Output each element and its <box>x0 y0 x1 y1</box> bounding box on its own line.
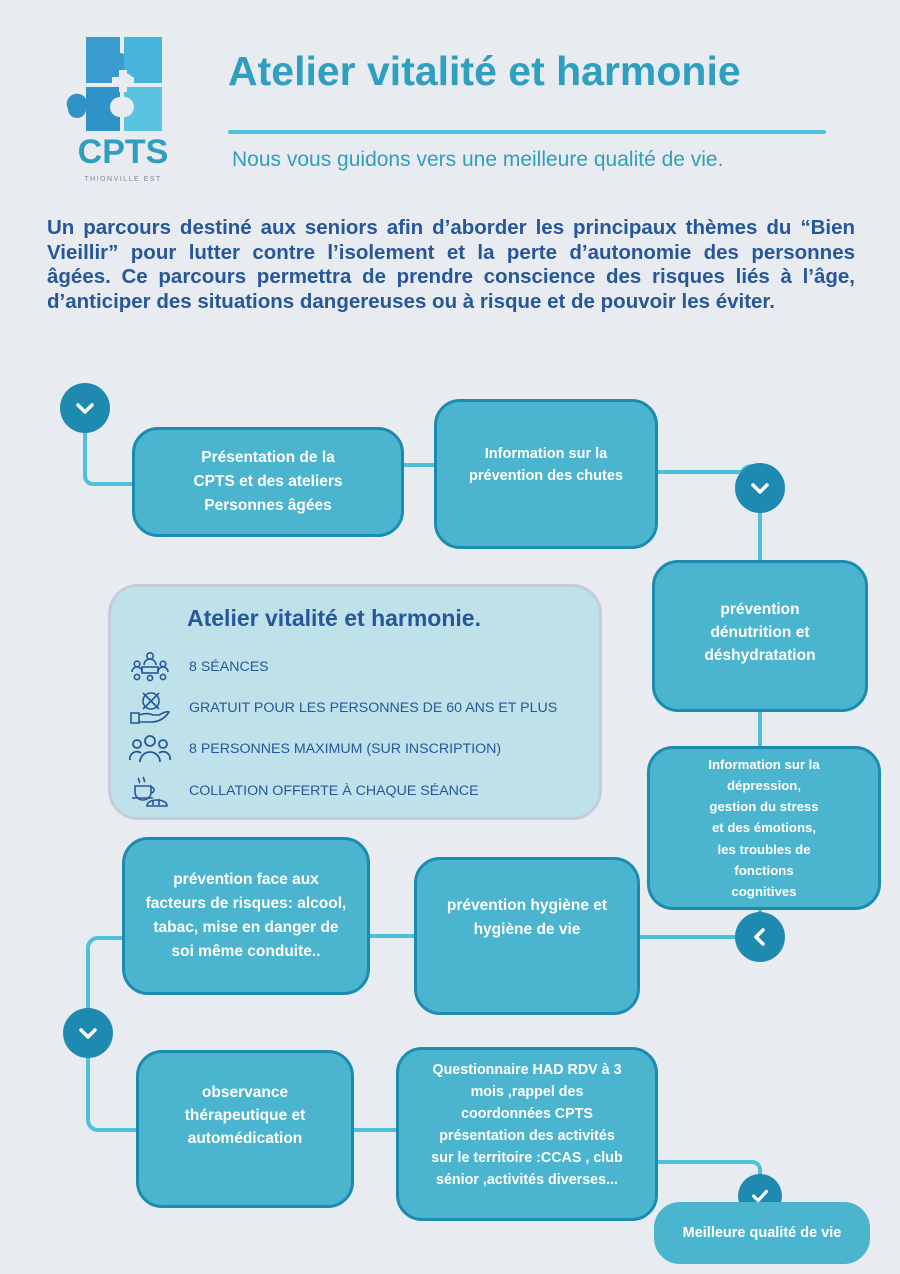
free-hand-icon <box>129 691 171 725</box>
info-item-text: GRATUIT POUR LES PERSONNES DE 60 ANS ET PLUS <box>189 700 558 716</box>
svg-text:CPTS: CPTS <box>77 133 169 171</box>
meeting-icon <box>129 650 171 684</box>
info-box-title: Atelier vitalité et harmonie. <box>187 605 481 631</box>
page-title: Atelier vitalité et harmonie <box>228 48 741 94</box>
chevron-left-icon <box>735 912 785 962</box>
intro-paragraph: Un parcours destiné aux seniors afin d’aborder les principaux thèmes du “Bien Vieillir” pour lutter contre l’isolement et la perte d’autonomie des personnes âgées. Ce parcours permettra de prendre conscience des risques liés à l’âge, d’anticiper des situations dangereuses ou à risque et de pouvoir les éviter. <box>47 216 855 313</box>
people-icon <box>129 732 171 766</box>
step-facteurs-risques: prévention face aux facteurs de risques: alcool, tabac, mise en danger de soi même conduite.. <box>122 837 370 995</box>
info-item-gratuit <box>129 691 557 725</box>
coffee-icon <box>129 774 171 808</box>
svg-text:THIONVILLE EST: THIONVILLE EST <box>84 176 162 183</box>
step-depression: Information sur la dépression, gestion du stress et des émotions, les troubles de fonctions cognitives <box>647 746 881 910</box>
chevron-down-icon <box>63 1008 113 1058</box>
step-hygiene: prévention hygiène et hygiène de vie <box>414 857 640 1015</box>
step-observance: observance thérapeutique et automédication <box>136 1050 354 1208</box>
step-denutrition: prévention dénutrition et déshydratation <box>652 560 868 712</box>
step-meilleure-qualite: Meilleure qualité de vie <box>654 1202 870 1264</box>
info-item-seances <box>129 650 269 684</box>
chevron-down-icon <box>735 463 785 513</box>
step-prevention-chutes: Information sur la prévention des chutes <box>434 399 658 549</box>
step-presentation: Présentation de la CPTS et des ateliers Personnes âgées <box>132 427 404 537</box>
step-questionnaire: Questionnaire HAD RDV à 3 mois ,rappel des coordonnées CPTS présentation des activités sur le territoire :CCAS , club sénior ,activités diverses... <box>396 1047 658 1221</box>
info-box <box>108 584 602 820</box>
info-item-text: COLLATION OFFERTE À CHAQUE SÉANCE <box>189 783 479 799</box>
chevron-down-icon <box>60 383 110 433</box>
info-item-text: 8 PERSONNES MAXIMUM (SUR INSCRIPTION) <box>189 741 502 757</box>
info-item-collation <box>129 774 479 808</box>
info-item-text: 8 SÉANCES <box>189 659 269 675</box>
info-item-personnes <box>129 732 501 766</box>
page-subtitle: Nous vous guidons vers une meilleure qualité de vie. <box>232 148 724 171</box>
